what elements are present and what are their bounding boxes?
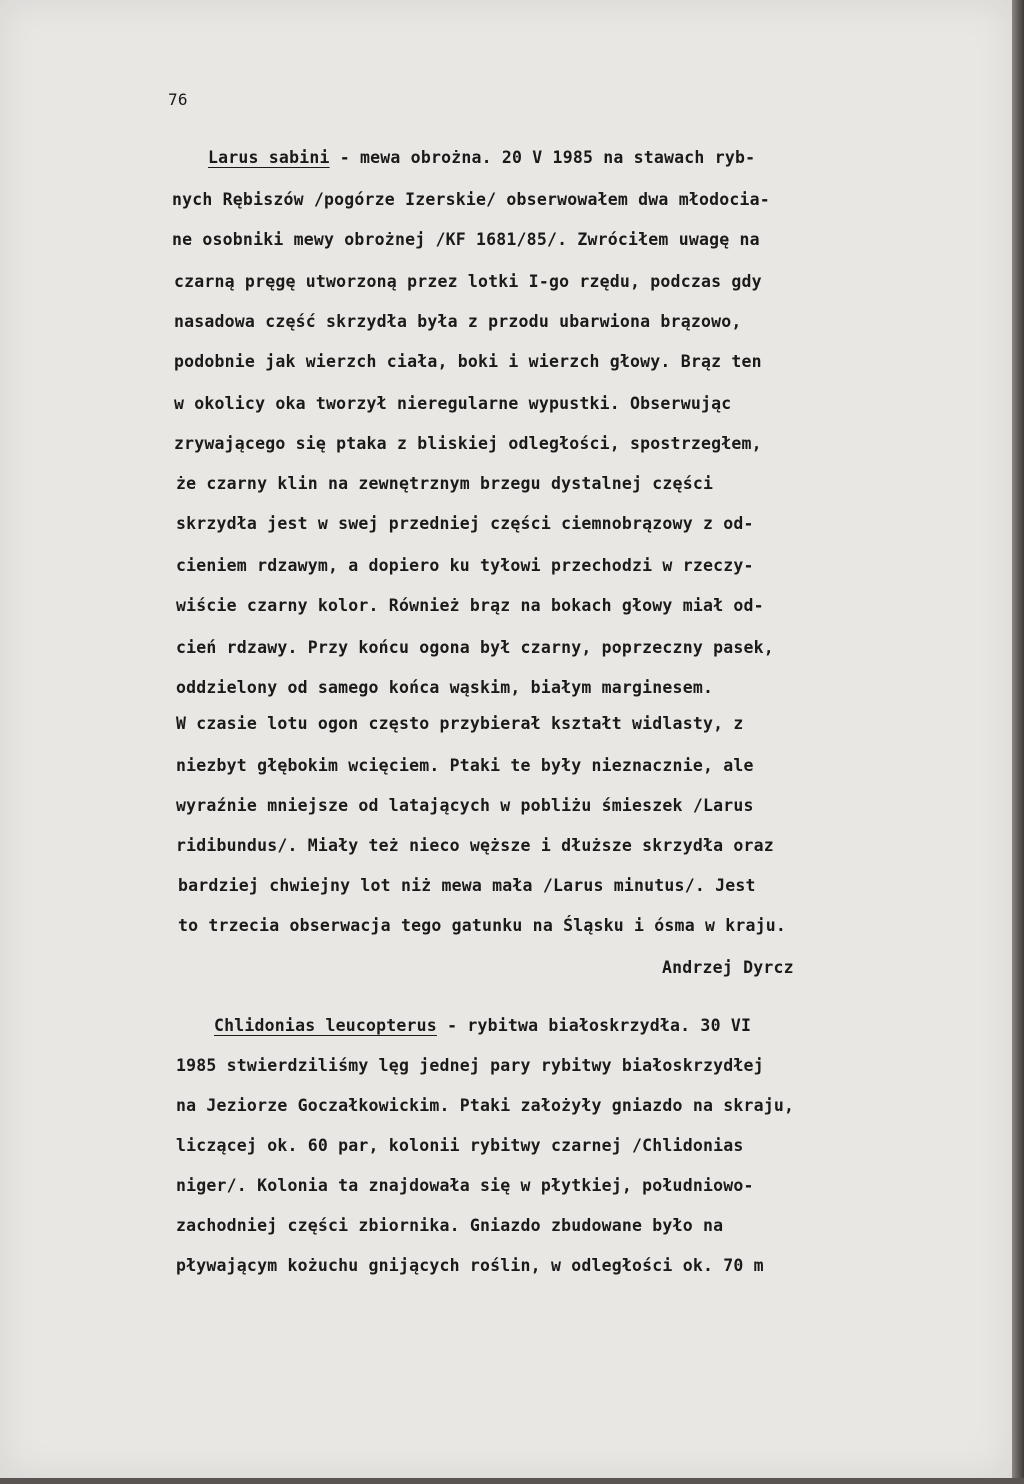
entry1-line-3: czarną pręgę utworzoną przez lotki I-go rzędu, podczas gdy xyxy=(174,272,762,291)
page-number: 76 xyxy=(168,90,188,109)
entry2-line-1: 1985 stwierdziliśmy lęg jednej pary rybitwy białoskrzydłej xyxy=(176,1056,764,1075)
entry1-author: Andrzej Dyrcz xyxy=(662,958,794,977)
entry2-species-latin: Chlidonias leucopterus xyxy=(214,1016,437,1035)
entry1-first-line xyxy=(208,148,755,167)
entry1-line-16: wyraźnie mniejsze od latających w pobliżu śmieszek /Larus xyxy=(176,796,754,815)
page-bottom-edge xyxy=(0,1478,1024,1484)
entry1-line-19: to trzecia obserwacja tego gatunku na Śląsku i ósma w kraju. xyxy=(178,916,787,935)
entry1-line-8: że czarny klin na zewnętrznym brzegu dystalnej części xyxy=(176,474,714,493)
page-right-edge xyxy=(1012,0,1024,1484)
entry2-first-line xyxy=(214,1016,751,1035)
entry1-line-6: w okolicy oka tworzył nieregularne wypustki. Obserwując xyxy=(174,394,732,413)
entry1-line-0: - mewa obrożna. 20 V 1985 na stawach ryb- xyxy=(329,148,756,167)
entry1-line-1: nych Rębiszów /pogórze Izerskie/ obserwowałem dwa młodocia- xyxy=(172,190,770,209)
entry1-line-5: podobnie jak wierzch ciała, boki i wierzch głowy. Brąz ten xyxy=(174,352,762,371)
entry2-line-5: zachodniej części zbiornika. Gniazdo zbudowane było na xyxy=(176,1216,724,1235)
entry1-line-17: ridibundus/. Miały też nieco węższe i dłuższe skrzydła oraz xyxy=(176,836,774,855)
entry1-line-7: zrywającego się ptaka z bliskiej odległości, spostrzegłem, xyxy=(174,434,762,453)
entry1-line-10: cieniem rdzawym, a dopiero ku tyłowi przechodzi w rzeczy- xyxy=(176,556,754,575)
entry1-line-2: ne osobniki mewy obrożnej /KF 1681/85/. Zwróciłem uwagę na xyxy=(172,230,760,249)
entry1-line-13: oddzielony od samego końca wąskim, białym marginesem. xyxy=(176,678,714,697)
entry1-line-14: W czasie lotu ogon często przybierał kształt widlasty, z xyxy=(176,714,744,733)
entry2-line-2: na Jeziorze Goczałkowickim. Ptaki założyły gniazdo na skraju, xyxy=(176,1096,795,1115)
entry2-line-4: niger/. Kolonia ta znajdowała się w płytkiej, południowo- xyxy=(176,1176,754,1195)
entry1-line-15: niezbyt głębokim wcięciem. Ptaki te były nieznacznie, ale xyxy=(176,756,754,775)
entry1-line-11: wiście czarny kolor. Również brąz na bokach głowy miał od- xyxy=(176,596,764,615)
entry1-species-latin: Larus sabini xyxy=(208,148,330,167)
entry2-line-0: - rybitwa białoskrzydła. 30 VI xyxy=(436,1016,752,1035)
entry2-line-3: liczącej ok. 60 par, kolonii rybitwy czarnej /Chlidonias xyxy=(176,1136,744,1155)
entry1-line-9: skrzydła jest w swej przedniej części ciemnobrązowy z od- xyxy=(176,514,754,533)
entry1-line-4: nasadowa część skrzydła była z przodu ubarwiona brązowo, xyxy=(174,312,742,331)
entry2-line-6: pływającym kożuchu gnijących roślin, w odległości ok. 70 m xyxy=(176,1256,764,1275)
entry1-line-18: bardziej chwiejny lot niż mewa mała /Larus minutus/. Jest xyxy=(178,876,756,895)
entry1-line-12: cień rdzawy. Przy końcu ogona był czarny, poprzeczny pasek, xyxy=(176,638,774,657)
